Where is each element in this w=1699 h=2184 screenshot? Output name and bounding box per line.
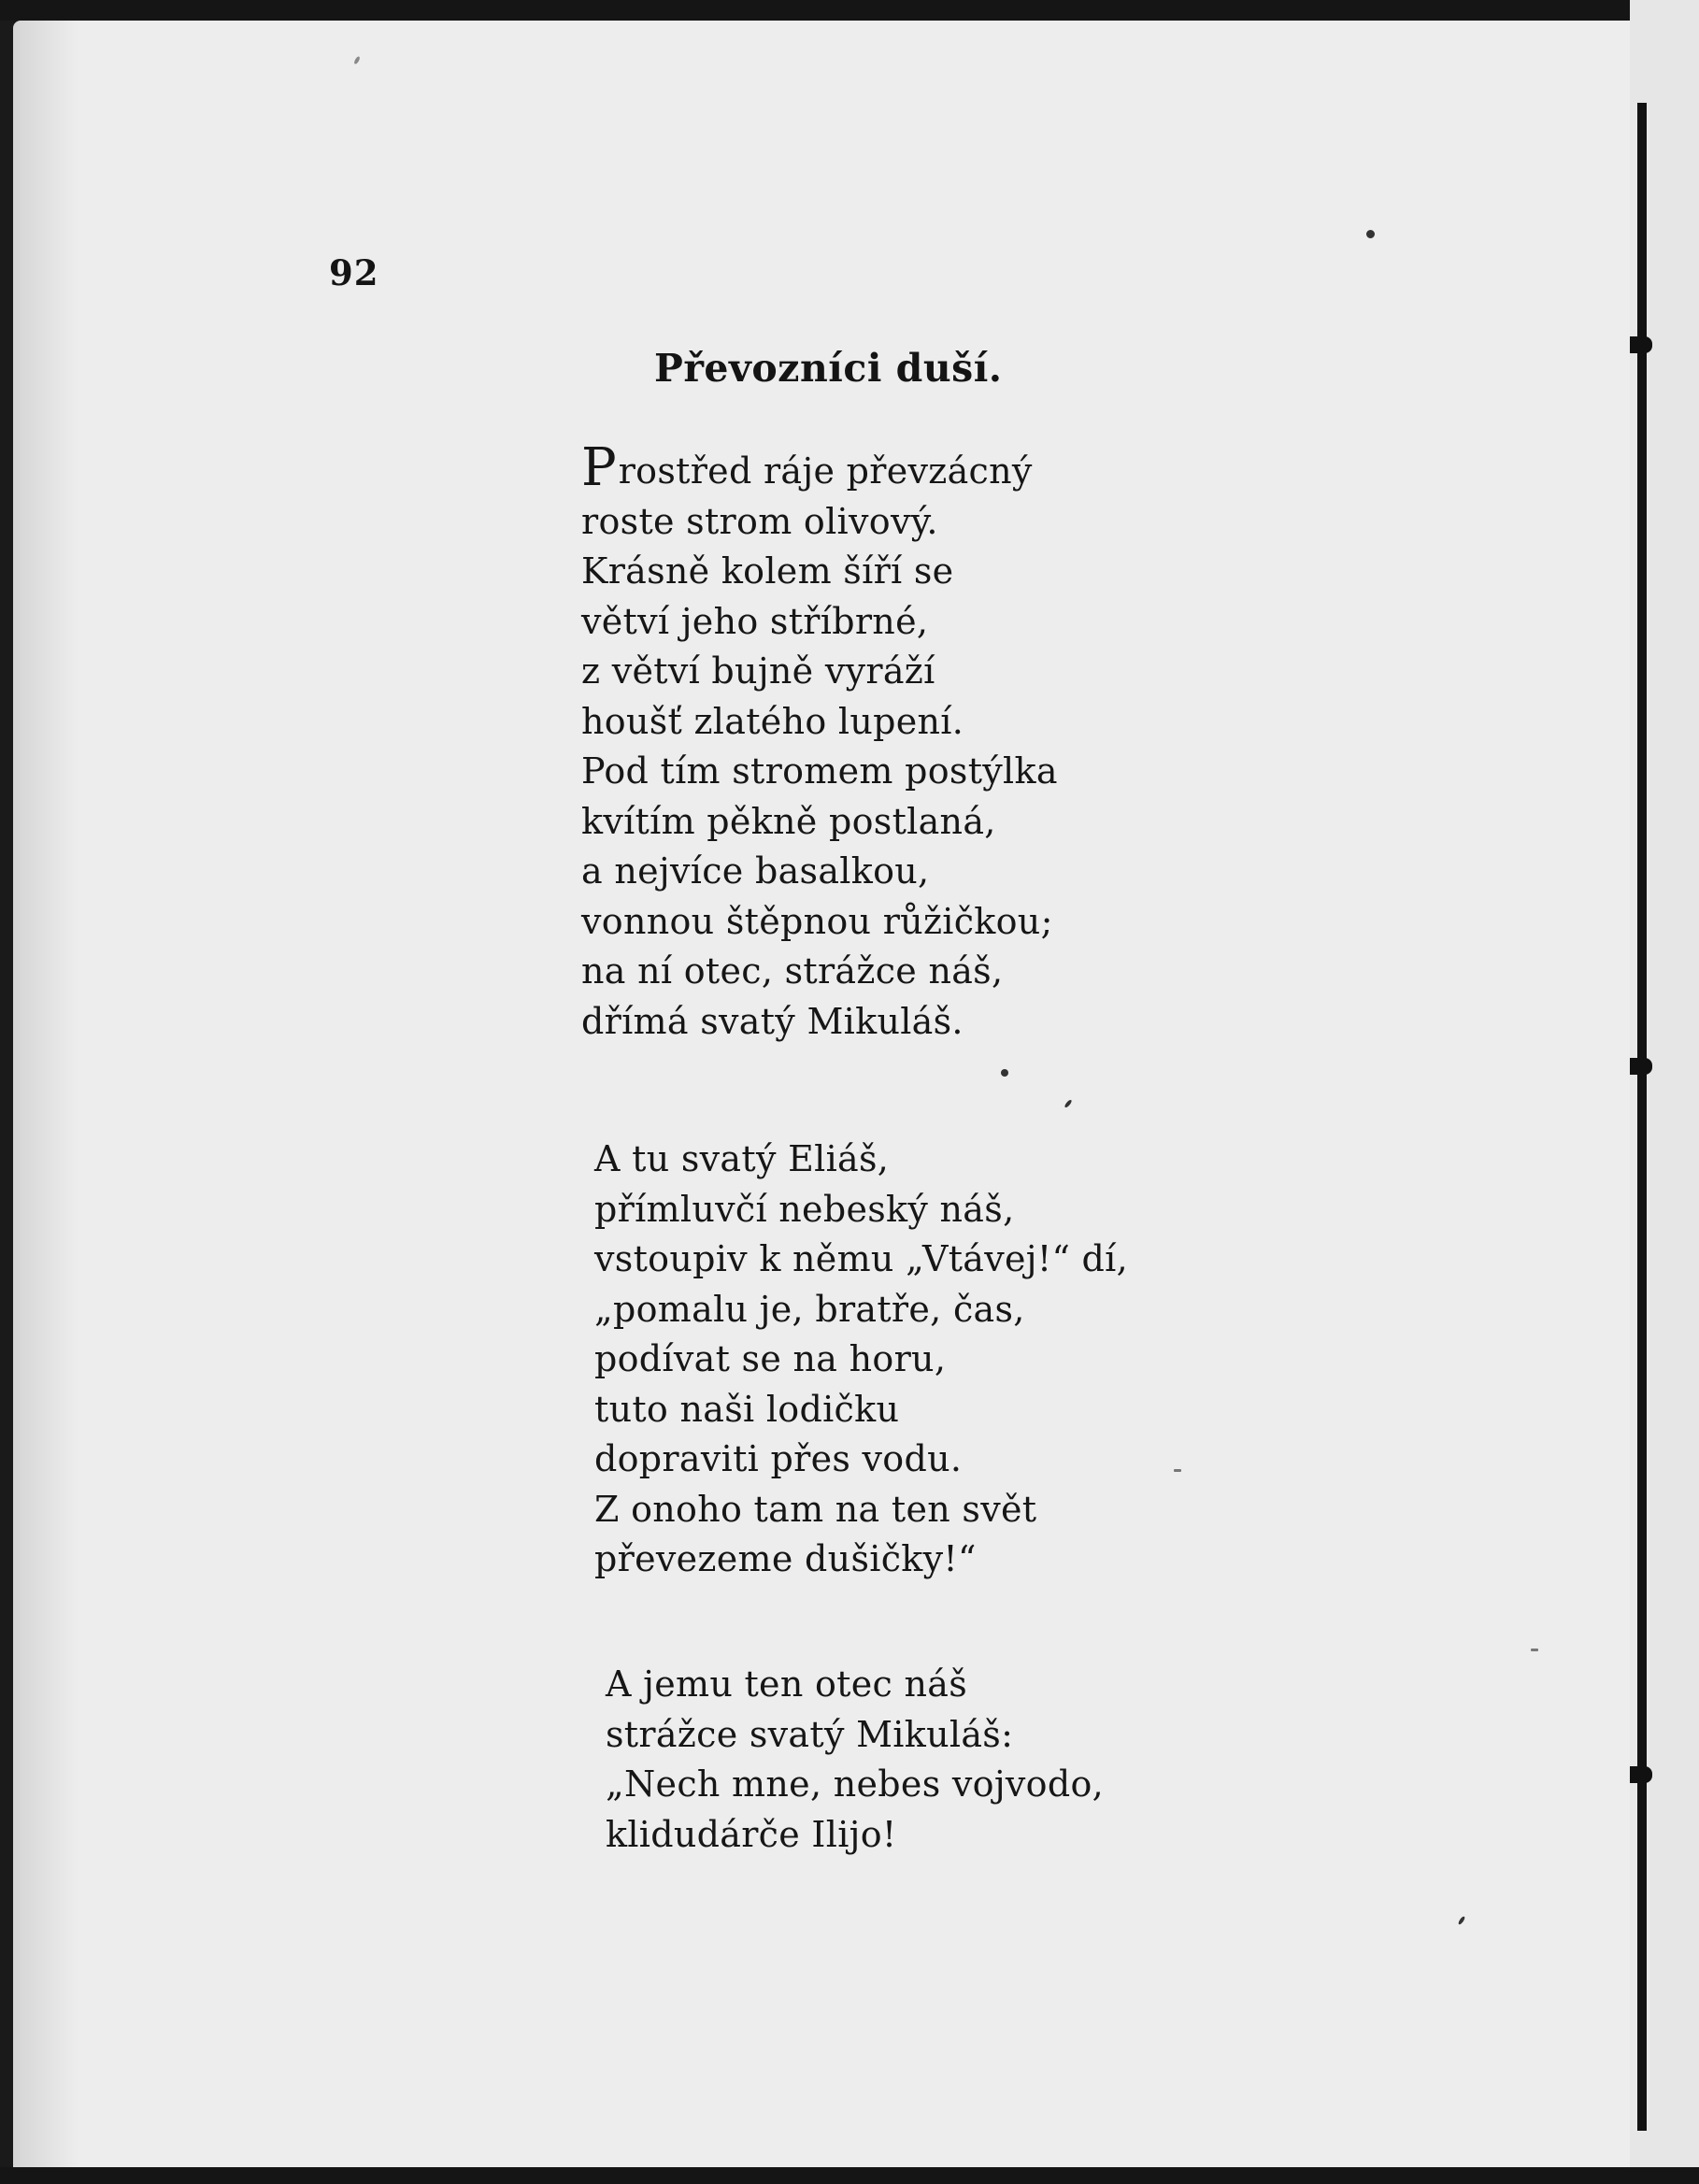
ink-speck (1001, 1069, 1008, 1077)
poem-line (581, 437, 1058, 498)
ink-speck (1174, 1469, 1181, 1472)
poem-line: a nejvíce basalkou, (581, 850, 930, 892)
ink-speck (1531, 1649, 1538, 1651)
poem-line: přímluvčí nebeský náš, (594, 1188, 1015, 1230)
poem-line: roste strom olivový. (581, 500, 938, 542)
poem-line: větví jeho stříbrné, (581, 600, 929, 642)
binding-notch (1630, 1766, 1652, 1783)
poem-line: A jemu ten otec náš (606, 1663, 968, 1705)
poem-line: A tu svatý Eliáš, (594, 1138, 890, 1179)
poem-line: Z onoho tam na ten svět (594, 1488, 1037, 1530)
poem-line: na ní otec, strážce náš, (581, 950, 1004, 992)
poem-line: tuto naši lodičku (594, 1388, 900, 1430)
poem-line: převezeme dušičky!“ (594, 1538, 977, 1579)
poem-line: dřímá svatý Mikuláš. (581, 1000, 964, 1042)
poem-line: „pomalu je, bratře, čas, (594, 1288, 1025, 1330)
poem-line: vstoupiv k němu „Vtávej!“ dí, (594, 1238, 1129, 1279)
poem-line: klidudárče Ilijo! (606, 1813, 897, 1855)
page-number: 92 (329, 252, 379, 293)
scan-top-border (0, 0, 1699, 21)
scan-bottom-border (0, 2167, 1699, 2184)
poem-line: z větví bujně vyráží (581, 650, 935, 692)
poem-line-text: rostřed ráje převzácný (618, 450, 1033, 492)
poem-line: „Nech mne, nebes vojvodo, (606, 1763, 1105, 1805)
drop-cap: P (581, 437, 619, 498)
ink-speck (1366, 230, 1375, 238)
binding-notch (1630, 1058, 1652, 1075)
poem-line: houšť zlatého lupení. (581, 700, 964, 742)
poem-line: kvítím pěkně postlaná, (581, 800, 996, 842)
stanza-2 (594, 1135, 1128, 1585)
poem-line: vonnou štěpnou růžičkou; (581, 900, 1053, 942)
poem-line: Pod tím stromem postýlka (581, 750, 1058, 792)
binding-notch (1630, 336, 1652, 353)
page-shadow (13, 21, 79, 2168)
stanza-3 (606, 1660, 1104, 1860)
poem-line: podívat se na horu, (594, 1338, 947, 1379)
poem-line: strážce svatý Mikuláš: (606, 1713, 1014, 1755)
stanza-1 (581, 437, 1058, 1047)
poem-line: dopraviti přes vodu. (594, 1438, 963, 1479)
poem-line: Krásně kolem šíří se (581, 550, 954, 592)
binding-fold (1637, 103, 1647, 2131)
poem-title: Převozníci duší. (654, 346, 1003, 391)
